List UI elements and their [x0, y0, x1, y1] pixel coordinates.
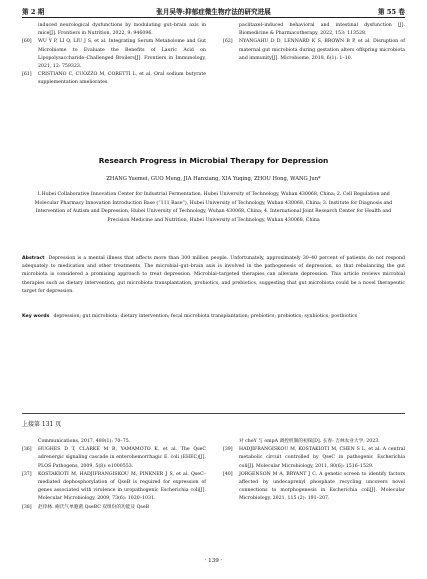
header-issue: 第 2 期	[22, 8, 45, 16]
reference-text: JORGENSON M A, BRYANT J C. A genetic screen to identify factors affected by undecaprenyl phosphate recycling uncovers novel connections to morphogenesis in Escherichia coli[J]. Molecular Microbiology, 2021, 115 (2): 191–207.	[239, 471, 405, 502]
bottom-references-left	[22, 438, 206, 512]
reference-entry: 对 cheY 与 ompA 调控机制的初探[D]. 长春: 吉林农业大学, 2023.	[239, 439, 380, 444]
section-divider	[22, 413, 405, 414]
reference-entry	[22, 504, 206, 512]
reference-text: HADJIFRANGISKOU M, KOSTAKIOTI M, CHEN S L, et al. A central metabolic circuit controlled by QseC in pathogenic Escherichia coli[J]. Molecular Microbiology, 2011, 80(6): 1516–1529.	[239, 447, 405, 469]
reference-number: [37]	[22, 471, 32, 477]
keywords-paragraph	[22, 313, 405, 321]
reference-text: 赵倖林. 痢氏气单胞菌 QseBC 双组份的功能及 QseB	[38, 504, 150, 510]
reference-number: [60]	[22, 39, 32, 45]
continuation-note: 上接第 131 页	[22, 421, 62, 428]
top-references-left	[22, 22, 206, 88]
article-title: Research Progress in Microbial Therapy for Depression	[98, 156, 329, 165]
article-authors: ZHANG Yuemei, GUO Meng, JIA Hanxiang, XIA Yuqing, ZHOU Hong, WANG Jun*	[106, 176, 321, 182]
reference-text: WU Y P, LI Q, LIU J S, et al. Integrating Serum Metabolome and Gut Microbiome to Evaluate the Benefits of Lauric Acid on Lipopolysaccharide–Challenged Broilers[J]. Frontiers in Immunology, 2021, 12: 759323.	[38, 39, 206, 70]
reference-entry	[22, 71, 206, 87]
reference-entry	[22, 38, 206, 71]
reference-number: [39]	[223, 447, 233, 453]
top-references-right	[223, 22, 405, 63]
header-rule	[22, 17, 405, 18]
reference-number: [38]	[22, 504, 32, 510]
reference-entry: paclitaxel–induced behavioral and intestinal dysfunction [J]. Biomedicine & Pharmacotherapy, 2022, 153: 113528.	[239, 23, 405, 37]
abstract-paragraph	[22, 255, 405, 296]
article-affiliations: 1.Hubei Collaborative Innovation Center for Industrial Fermentation, Hubei University of Technology, Wuhan 430068, China; 2. Cell Regulation and Molecular Pharmacy Innovation Introduction Base (“111 Base”), Hubei University of Technology, Wuhan 430068, China; 3. Institute for Diagnosis and Intervention of Autism and Depression, Hubei University of Technology, Wuhan 430068, China; 4. International Joint Research Center for Health and Precision Medicine and Nutrition, Hubei University of Technology, Wuhan 430068, China	[34, 192, 393, 223]
reference-number: [40]	[223, 471, 233, 477]
reference-number: [61]	[22, 72, 32, 78]
bottom-references-right	[223, 438, 405, 504]
abstract-label: Abstract	[22, 256, 45, 261]
abstract-text: Depression is a mental illness that affects more than 300 million people. Unfortunately, approximately 30–40 percent of patients do not respond adequately to medication and other treatments. The microbial–gut–brain axis is involved in the pathogenesis of depression, so that rebalancing the gut microbiota is considered a promising approach to treat depression. Microbial–targeted therapies can alleviate depression. This article reviews microbial therapies such as dietary intervention, gut microbiota transplantation, probiotics, and prebiotics, suggesting that gut microbiota could be a novel therapeutic target for depression.	[22, 256, 405, 294]
keywords-text: depression; gut microbiota; dietary intervention; fecal microbiota transplantation; prebiotics; probiotics; synbiotics; postbiotics	[53, 314, 358, 319]
reference-number: [36]	[22, 447, 32, 453]
reference-entry	[22, 471, 206, 504]
reference-entry	[223, 471, 405, 504]
reference-entry: induced neurological dysfunctions by modulating gut–brain axis in mice[J]. Frontiers in Nutrition, 2022, 9: 946096.	[38, 23, 206, 37]
header-running-title: 张月吴等:抑郁症微生物疗法的研究进展	[156, 8, 271, 16]
reference-entry	[223, 446, 405, 471]
reference-entry: Communications, 2017, 489(1): 70–75.	[38, 439, 131, 444]
reference-entry	[223, 38, 405, 63]
reference-entry	[22, 446, 206, 471]
reference-number: [62]	[223, 39, 233, 45]
reference-text: CRISTIANO C, CUOZZO M, CORETTI L, et al. Oral sodium butyrate supplementation ameliorates	[38, 72, 206, 86]
header-volume: 第 55 卷	[378, 8, 405, 16]
reference-text: KOSTAKIOTI M, HADJIFRANGISKOU M, PINKNER J S, et al. QseC–mediated dephosphorylation of QseB is required for expression of genes associated with virulence in uropathogenic Escherichia coli[J]. Molecular Microbiology, 2009, 73(6): 1020–1031.	[38, 471, 206, 502]
reference-text: HUGHES D T, CLARKE M B, YAMAMOTO K, et al. The QseC adrenergic signaling cascade in enterohemorrhagic E. coli (EHEC)[J]. PLOS Pathogens, 2009, 5(8): e1000553.	[38, 447, 206, 469]
reference-text: NYANGAHU D D, LENNARD K S, BROWN B P, et al. Disruption of maternal gut microbiota during gestation alters offspring microbiota and immunity[J]. Microbiome, 2018, 6(1): 1–10.	[239, 39, 405, 61]
page-number: · 139 ·	[204, 558, 223, 564]
keywords-label: Key words	[22, 314, 50, 319]
